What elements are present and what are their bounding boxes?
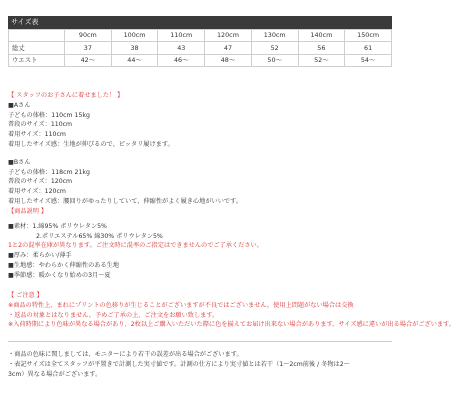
staff-b-tried-size: 着用サイズ：120cm <box>8 188 66 196</box>
divider <box>8 341 392 342</box>
product-material-1: ■素材：1.綿95% ポリウレタン5% <box>8 222 107 230</box>
product-section <box>8 207 396 281</box>
staff-a-body: 子どもの体格：110cm 15kg <box>8 111 90 119</box>
size-col-header: 150cm <box>345 30 392 42</box>
staff-a-tried-size: 着用サイズ：110cm <box>8 131 66 139</box>
size-cell: 47 <box>205 42 252 54</box>
size-row-label: ウエスト <box>9 54 65 66</box>
footnote-line: ・商品の色味に関しましては、モニターにより若干の誤差が出る場合がございます。 <box>8 351 243 358</box>
caution-line: ・返品の対象とはなりません。予めご了承の上、ご注文をお願い致します。 <box>8 311 219 319</box>
size-col-header: 110cm <box>158 30 205 42</box>
size-cell: 52～ <box>298 54 345 66</box>
staff-b-body: 子どもの体格：118cm 21kg <box>8 168 90 176</box>
size-table-row <box>9 54 392 66</box>
size-table-corner <box>9 30 65 42</box>
size-cell: 56 <box>298 42 345 54</box>
staff-b-usual-size: 普段のサイズ：120cm <box>8 178 73 186</box>
staff-b-impression: 着用したサイズ感：腰回りがゆったりしていて、伸縮性がよく履き心地がいいです。 <box>8 197 242 205</box>
size-cell: 46～ <box>158 54 205 66</box>
size-cell: 43 <box>158 42 205 54</box>
caution-section <box>8 291 455 330</box>
size-col-header: 140cm <box>298 30 345 42</box>
size-cell: 42～ <box>65 54 112 66</box>
staff-section <box>8 91 396 207</box>
size-col-header: 120cm <box>205 30 252 42</box>
size-table <box>8 29 392 67</box>
size-col-header: 130cm <box>251 30 298 42</box>
staff-a-usual-size: 普段のサイズ：110cm <box>8 121 73 129</box>
size-cell: 52 <box>251 42 298 54</box>
size-table-row <box>9 42 392 54</box>
size-col-header: 90cm <box>65 30 112 42</box>
product-thickness: ■厚み：柔らかい/薄手 <box>8 252 72 260</box>
size-cell: 50～ <box>251 54 298 66</box>
staff-a-impression: 着用したサイズ感：生地が伸びるので、ピッタリ履けます。 <box>8 140 174 148</box>
staff-b-name: ■Bさん <box>8 158 31 166</box>
size-cell: 48～ <box>205 54 252 66</box>
size-table-title: サイズ表 <box>8 16 392 29</box>
size-col-header: 100cm <box>111 30 158 42</box>
footnotes-section <box>8 350 396 379</box>
size-row-label: 総丈 <box>9 42 65 54</box>
size-cell: 54～ <box>345 54 392 66</box>
staff-heading: 【 スタッフのお子さんに着せました！ 】 <box>8 92 124 99</box>
size-cell: 37 <box>65 42 112 54</box>
product-season: ■季節感：暖かくなり始めの3月～夏 <box>8 271 111 279</box>
size-cell: 61 <box>345 42 392 54</box>
footnote-line: ・表記サイズは全てスタッフが平置きで計測した実寸値です。計測の仕方により実寸値とは若干（1～2cm前後 / 冬物は2～ <box>8 360 350 368</box>
product-material-2: 2.ポリエステル65% 綿30% ポリウレタン5% <box>36 232 163 240</box>
caution-line: ※入荷時期により色味が異なる場合があり、2枚以上ご購入いただいた際に色を揃えてお届け出来ない場合があります。サイズ感に違いが出る場合がございます。 <box>8 321 455 329</box>
product-fabric: ■生地感：やわらかく伸縮性のある生地 <box>8 261 120 269</box>
size-cell: 44～ <box>111 54 158 66</box>
footnote-line: 3cm）異なる場合がございます。 <box>8 370 102 378</box>
staff-a-name: ■Aさん <box>8 101 31 109</box>
size-table-header-row <box>9 30 392 42</box>
size-cell: 38 <box>111 42 158 54</box>
product-heading: 【商品説明 】 <box>8 208 48 215</box>
product-material-note: 1と2の混率在庫が異なります。ご注文時に混率のご指定はできませんのでご了承ください。 <box>8 242 263 250</box>
caution-heading: 【 ご注意 】 <box>8 292 43 299</box>
spacer <box>8 150 396 158</box>
caution-line: ※商品の特性上、まれにプリントの色移りが生じることがございますが不良ではございません。使用上問題がない場合は交換 <box>8 301 354 309</box>
